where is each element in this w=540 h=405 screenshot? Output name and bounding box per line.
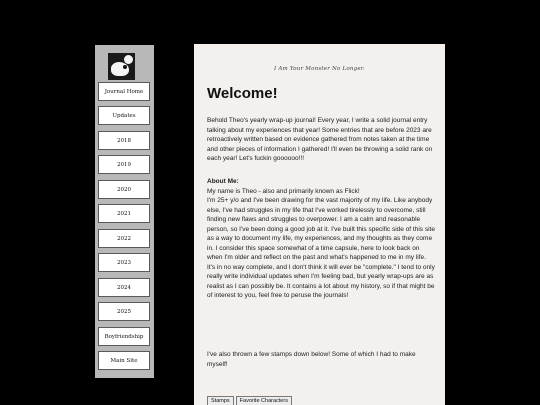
sidebar-item-2019[interactable]: 2019 (98, 155, 150, 174)
panda-avatar-icon (108, 53, 135, 80)
main-content (194, 44, 445, 405)
intro-paragraph: Behold Theo's yearly wrap-up journal! Every year, I write a solid journal entry talking about my experiences that year! Some entries that are before 2023 are retroactively written based on evidence gathered from notes taken at the time and other pieces of information I gathered! I'll even be throwing a solid rank on each year! Let's fuckin goooooo!!! (207, 117, 433, 162)
sidebar-item-journal-home[interactable]: Journal Home (98, 82, 150, 101)
sidebar-item-2024[interactable]: 2024 (98, 278, 150, 297)
sidebar-item-boyfriendship[interactable]: Boyfriendship (98, 327, 150, 346)
about-section (207, 177, 435, 301)
sidebar (95, 45, 154, 378)
section-tabs (207, 396, 292, 405)
stamps-paragraph: I've also thrown a few stamps down below! Some of which I had to make myself! (207, 351, 416, 368)
about-heading: About Me: (207, 178, 239, 185)
sidebar-item-2021[interactable]: 2021 (98, 204, 150, 223)
sidebar-item-updates[interactable]: Updates (98, 106, 150, 125)
avatar-face (111, 62, 129, 76)
sidebar-item-2025[interactable]: 2025 (98, 302, 150, 321)
page-title: Welcome! (207, 85, 278, 102)
sidebar-item-2018[interactable]: 2018 (98, 131, 150, 150)
sidebar-item-2023[interactable]: 2023 (98, 253, 150, 272)
sidebar-item-main-site[interactable]: Main Site (98, 351, 150, 370)
page-tagline: I Am Your Monster No Longer. (274, 66, 365, 72)
sidebar-item-2022[interactable]: 2022 (98, 229, 150, 248)
avatar-eye (123, 65, 127, 69)
about-text: My name is Theo - also and primarily known as Flick! I'm 25+ y/o and I've been drawing for the vast majority of my life. Like anybody else, I've had struggles in my life that I've worked tirelessly to overcome, still finding new flaws and struggles to overpower. I am a calm and reasonable person, so I've been doing a good job at it. I've built this specific side of this site as a way to document my life, my experiences, and my thoughts as they come in. I consider this space somewhat of a time capsule, here to look back on when I'm older and reflect on the past and what's happened to me in my life. It's in no way complete, and I don't think it will ever be "complete." I tend to only really write individual updates when I'm feeling bad, but yearly wrap-ups are as realist as I can possibly be. It contains a lot about my history, so if that might be of interest to you, feel free to peruse the journals! (207, 187, 435, 299)
sidebar-item-2020[interactable]: 2020 (98, 180, 150, 199)
tab-favorite-characters[interactable]: Favorite Characters (236, 396, 292, 405)
tab-stamps[interactable]: Stamps (207, 396, 234, 405)
avatar-ear (124, 55, 133, 64)
